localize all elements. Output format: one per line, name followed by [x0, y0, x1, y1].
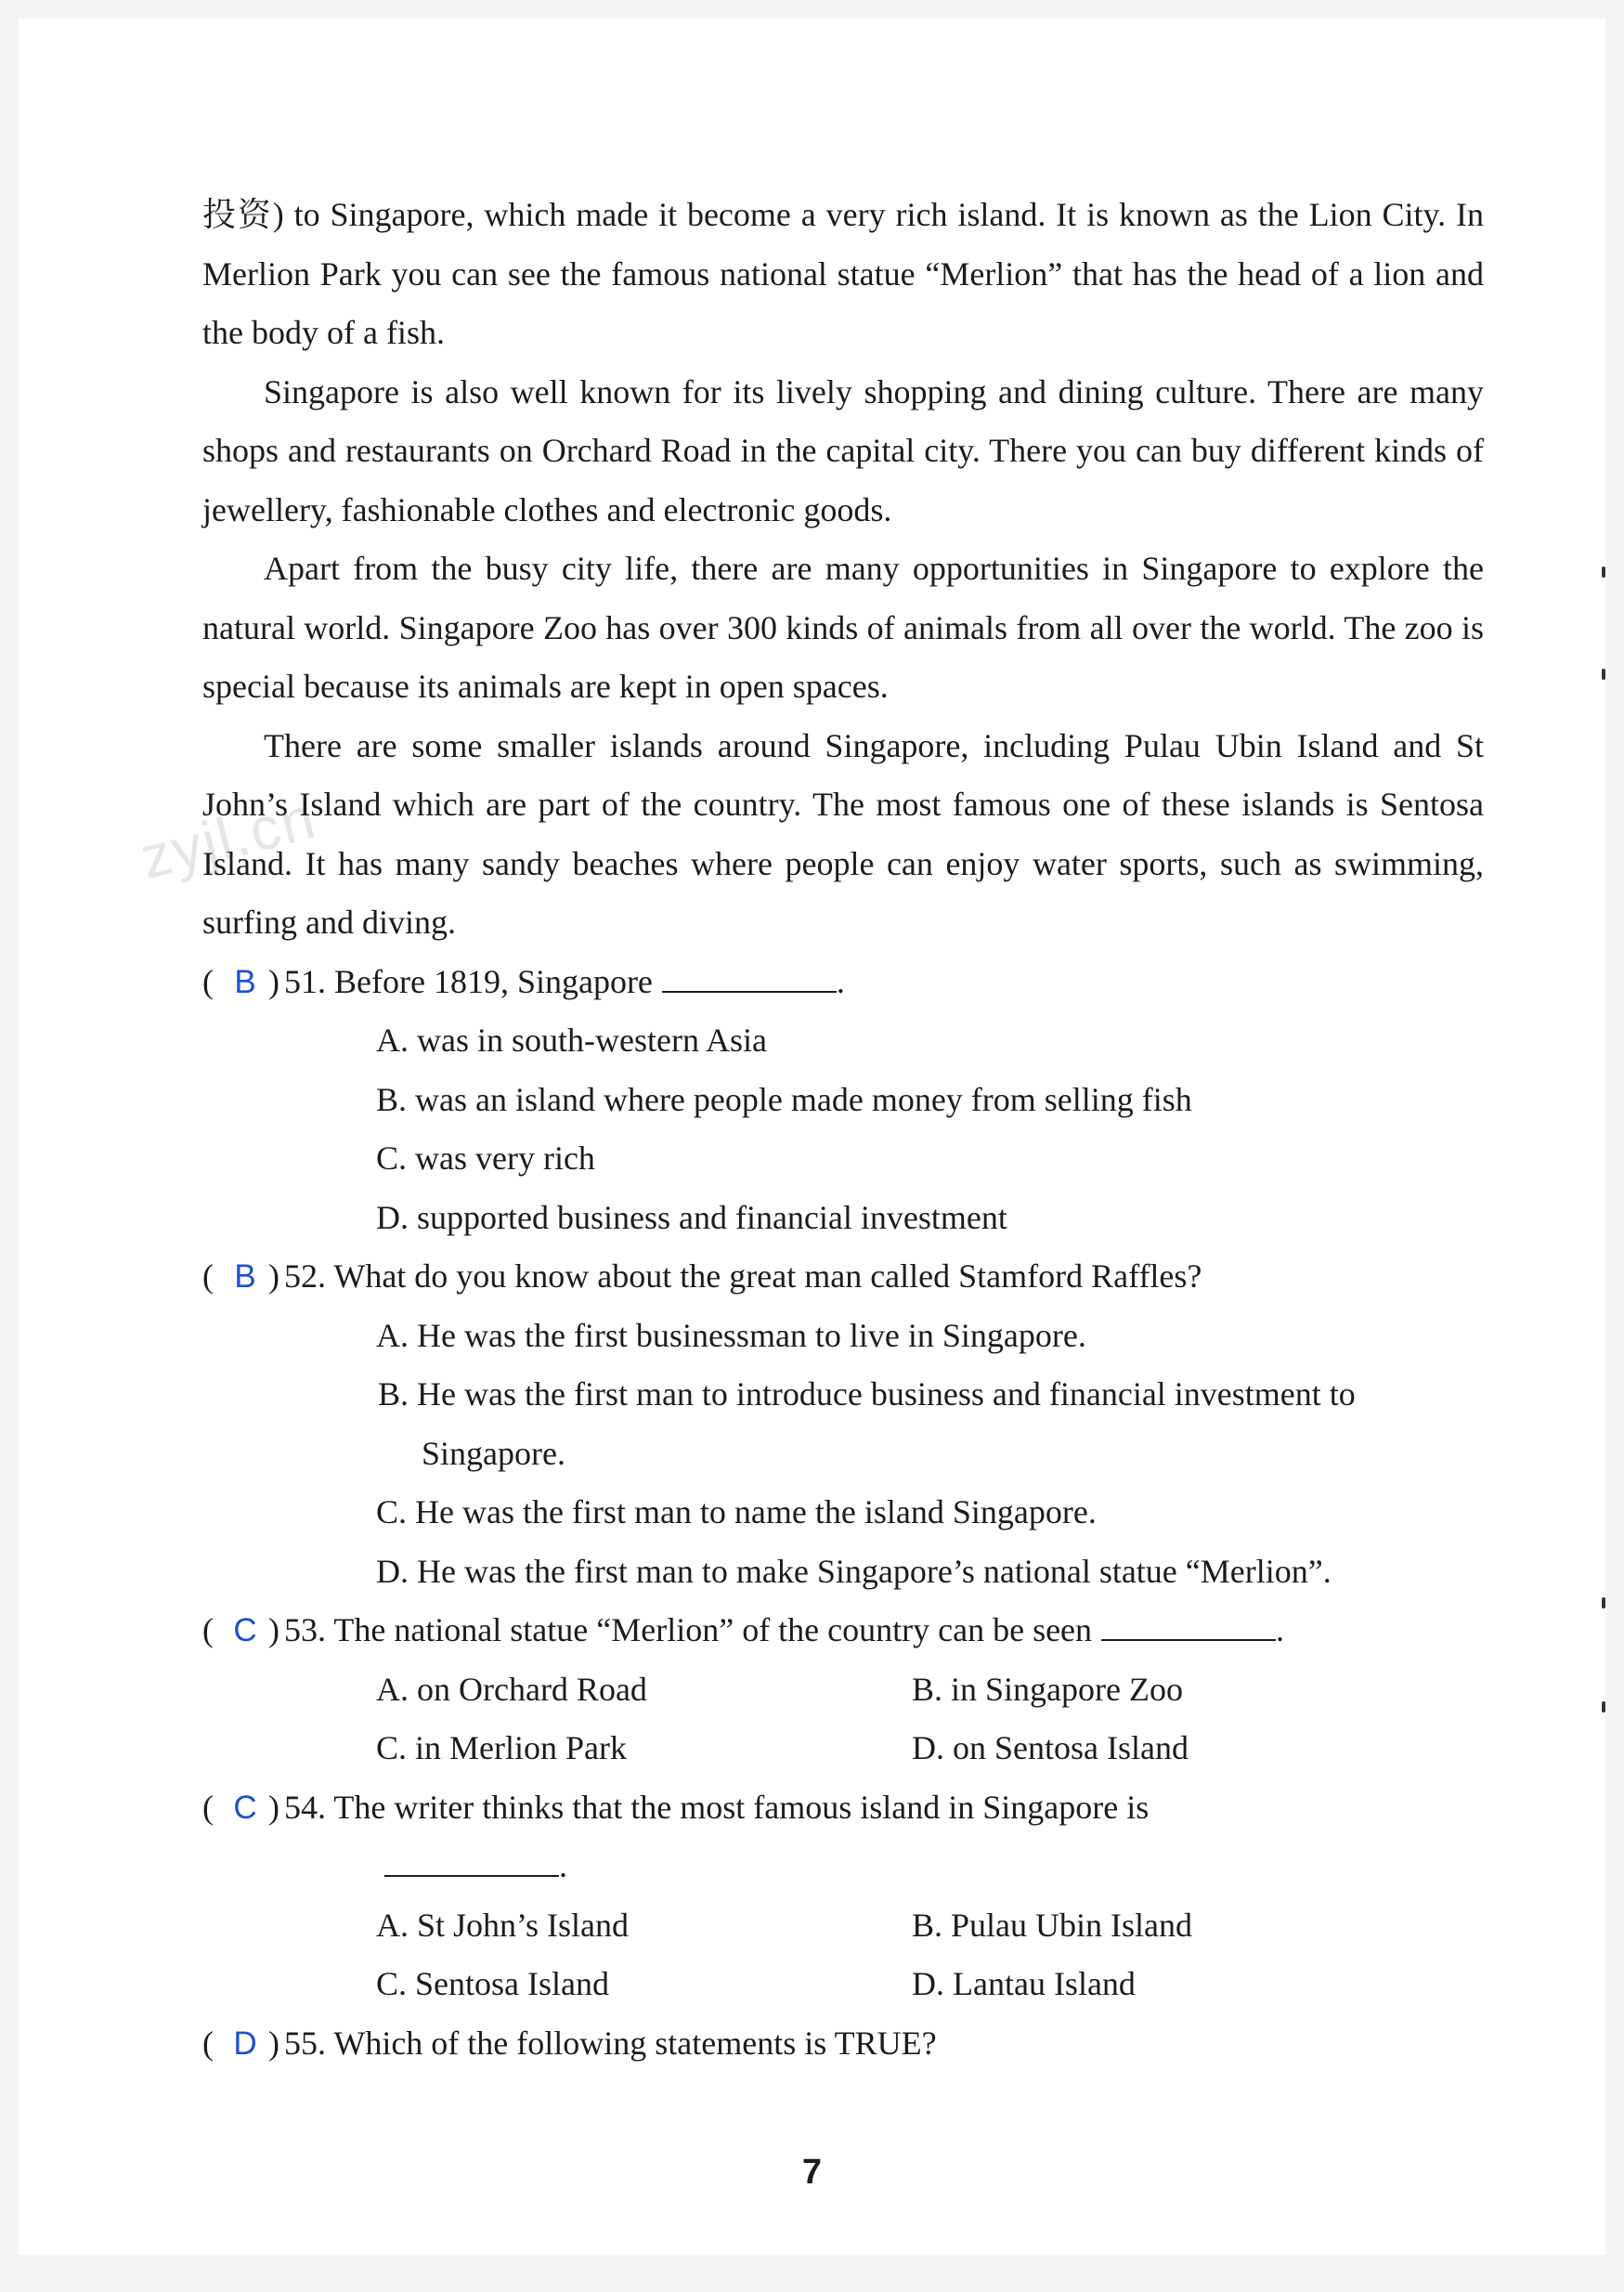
- answer-letter: C: [233, 1789, 257, 1826]
- reading-text: [202, 186, 1484, 2073]
- paragraph: There are some smaller islands around Singapore, including Pulau Ubin Island and St John’s Island which are part of the country. The most famous one of these islands is Sentosa Island. It has many sandy beaches where people can enjoy water sports, such as swimming, surfing and diving.: [202, 726, 1484, 941]
- answer-letter: D: [233, 2025, 257, 2062]
- answer-blank: [384, 1849, 559, 1877]
- answer-letter: B: [234, 1258, 256, 1295]
- option-row: [202, 1955, 1484, 2014]
- option-row: [202, 1719, 1484, 1778]
- question-52: [202, 1247, 1484, 1307]
- answer-letter: C: [233, 1612, 257, 1648]
- option-row: [202, 1896, 1484, 1956]
- option-row: [202, 1660, 1484, 1720]
- question-55: [202, 2014, 1484, 2074]
- option: B. in Singapore Zoo: [912, 1670, 1183, 1708]
- question-stem: 53. The national statue “Merlion” of the country can be seen: [284, 1611, 1093, 1648]
- answer-blank: [1101, 1613, 1276, 1641]
- question-stem: 52. What do you know about the great man called Stamford Raffles?: [284, 1257, 1202, 1295]
- paragraph: Apart from the busy city life, there are many opportunities in Singapore to explore the natural world. Singapore Zoo has over 300 kinds of animals from all over the world. The zoo is special because its animals are kept in open spaces.: [202, 550, 1484, 705]
- question-51: ( B ) 51. Before 1819, Singapore .: [202, 953, 1484, 1012]
- margin-mark: [1602, 566, 1605, 578]
- worksheet-page: [19, 19, 1605, 2255]
- option: C. Sentosa Island: [376, 1965, 609, 2002]
- option: C. in Merlion Park: [376, 1729, 627, 1766]
- option: D. supported business and financial investment: [376, 1198, 1007, 1236]
- answer-bracket: ( B ): [202, 1247, 284, 1307]
- option: B. Pulau Ubin Island: [912, 1906, 1192, 1944]
- margin-mark: [1602, 1597, 1605, 1608]
- option: A. on Orchard Road: [376, 1670, 647, 1708]
- answer-bracket: ( B ): [202, 953, 284, 1012]
- option: A. He was the first businessman to live in Singapore.: [376, 1316, 1086, 1354]
- question-stem: 55. Which of the following statements is TRUE?: [284, 2024, 937, 2062]
- answer-blank: [662, 965, 837, 993]
- answer-bracket: ( D ): [202, 2014, 284, 2074]
- paragraph: Singapore is also well known for its lively shopping and dining culture. There are many shops and restaurants on Orchard Road in the capital city. There you can buy different kinds of jewellery, fashionable clothes and electronic goods.: [202, 372, 1484, 528]
- question-stem: 54. The writer thinks that the most famous island in Singapore is: [284, 1788, 1150, 1826]
- margin-mark: [1602, 669, 1605, 680]
- question-54: [202, 1778, 1484, 1838]
- option: C. was very rich: [376, 1139, 595, 1177]
- question-stem: 51. Before 1819, Singapore: [284, 962, 653, 1000]
- option: C. He was the first man to name the island Singapore.: [376, 1493, 1097, 1530]
- option: A. was in south-western Asia: [376, 1022, 767, 1059]
- option: D. on Sentosa Island: [912, 1729, 1189, 1766]
- option: D. Lantau Island: [912, 1965, 1136, 2002]
- margin-mark: [1602, 1701, 1605, 1712]
- paragraph: 投资) to Singapore, which made it become a very rich island. It is known as the Lion City. In Merlion Park you can see the famous national statue “Merlion” that has the head of a lion and the body of a fish.: [202, 196, 1484, 351]
- question-53: ( C ) 53. The national statue “Merlion” of the country can be seen .: [202, 1601, 1484, 1660]
- answer-bracket: ( C ): [202, 1778, 284, 1838]
- option: D. He was the first man to make Singapore’s national statue “Merlion”.: [376, 1552, 1332, 1590]
- option: B. was an island where people made money from selling fish: [376, 1080, 1192, 1118]
- page-number: 7: [801, 2153, 823, 2192]
- watermark: zyjl.cn: [134, 783, 323, 892]
- answer-blank-line: .: [202, 1837, 1484, 1896]
- option: A. St John’s Island: [376, 1906, 630, 1944]
- option: B. He was the first man to introduce business and financial investment to Singapore.: [378, 1375, 1356, 1472]
- answer-bracket: ( C ): [202, 1601, 284, 1660]
- answer-letter: B: [234, 963, 256, 1000]
